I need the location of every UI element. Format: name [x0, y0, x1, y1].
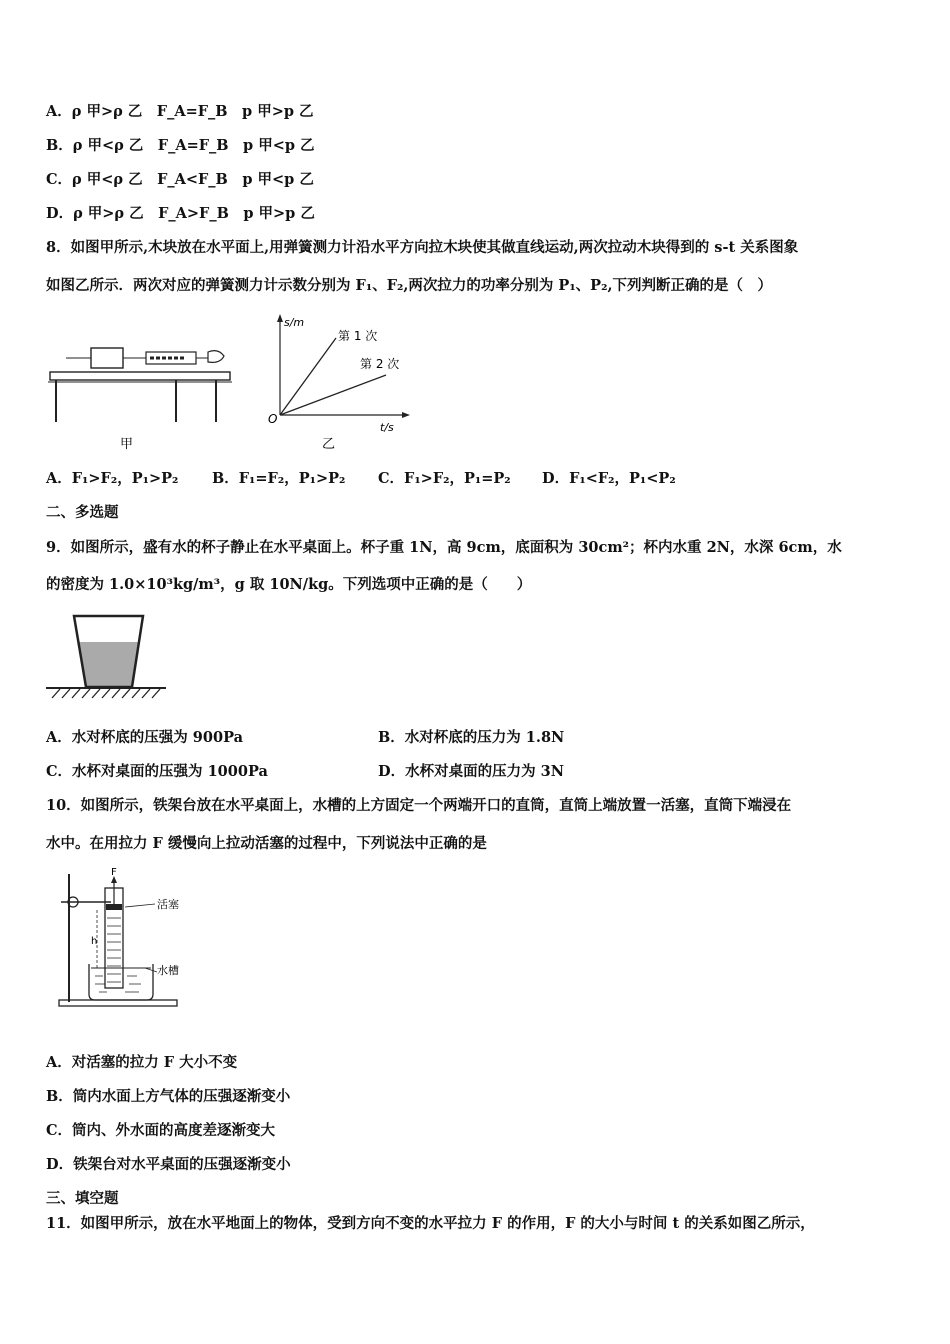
q8-label-first: 第 1 次	[338, 329, 378, 343]
q10-option-c: C．筒内、外水面的高度差逐渐变大	[46, 1122, 276, 1139]
q10-label-tank: 水槽	[157, 964, 179, 977]
q10-apparatus-figure	[55, 868, 205, 1013]
q8-axis-y: s/m	[284, 316, 305, 329]
q8-caption-jia: 甲	[120, 437, 134, 452]
q10-stem-line1: 10．如图所示，铁架台放在水平桌面上，水槽的上方固定一个两端开口的直筒，直筒上端放置一活塞，直筒下端浸在	[46, 797, 792, 814]
q10-option-a: A．对活塞的拉力 F 大小不变	[46, 1054, 238, 1071]
q9-option-c: C．水杯对桌面的压强为 1000Pa	[46, 763, 268, 780]
q10-label-h: h	[91, 936, 98, 947]
section-heading-fill: 三、填空题	[46, 1190, 119, 1207]
q8-stem-line2: 如图乙所示．两次对应的弹簧测力计示数分别为 F₁、F₂,两次拉力的功率分别为 P₁、P₂,下列判断正确的是（ ）	[46, 277, 772, 294]
q8-stem-line1: 8．如图甲所示,木块放在水平面上,用弹簧测力计沿水平方向拉木块使其做直线运动,两次拉动木块得到的 s-t 关系图象	[46, 239, 799, 256]
q10-label-piston: 活塞	[157, 898, 179, 911]
q9-option-d: D．水杯对桌面的压力为 3N	[378, 763, 564, 780]
q10-option-d: D．铁架台对水平桌面的压强逐渐变小	[46, 1156, 291, 1173]
q8-figure-yi	[258, 310, 418, 455]
q8-option-a: A．F₁>F₂，P₁>P₂	[46, 470, 179, 487]
q7-option-c: C．ρ 甲<ρ 乙 F_A<F_B p 甲<p 乙	[46, 171, 314, 188]
q8-option-d: D．F₁<F₂，P₁<P₂	[542, 470, 676, 487]
q10-stem-line2: 水中。在用拉力 F 缓慢向上拉动活塞的过程中，下列说法中正确的是	[46, 835, 487, 852]
q9-stem-line2: 的密度为 1.0×10³kg/m³，g 取 10N/kg。下列选项中正确的是（ ）	[46, 576, 532, 593]
q7-option-b: B．ρ 甲<ρ 乙 F_A=F_B p 甲<p 乙	[46, 137, 315, 154]
q8-caption-yi: 乙	[322, 437, 336, 452]
q10-option-b: B．筒内水面上方气体的压强逐渐变小	[46, 1088, 291, 1105]
q11-stem-line1: 11．如图甲所示，放在水平地面上的物体，受到方向不变的水平拉力 F 的作用，F 的大小与时间 t 的关系如图乙所示，	[46, 1215, 815, 1232]
q8-label-second: 第 2 次	[360, 357, 400, 371]
q9-stem-line1: 9．如图所示，盛有水的杯子静止在水平桌面上。杯子重 1N，高 9cm，底面积为 30cm²；杯内水重 2N，水深 6cm，水	[46, 539, 842, 556]
q8-option-b: B．F₁=F₂，P₁>P₂	[212, 470, 346, 487]
q8-figure-jia	[46, 330, 246, 455]
q7-option-d: D．ρ 甲>ρ 乙 F_A>F_B p 甲>p 乙	[46, 205, 315, 222]
q7-option-a: A．ρ 甲>ρ 乙 F_A=F_B p 甲>p 乙	[46, 103, 314, 120]
q8-option-c: C．F₁>F₂，P₁=P₂	[378, 470, 511, 487]
q9-option-a: A．水对杯底的压强为 900Pa	[46, 729, 243, 746]
q9-option-b: B．水对杯底的压力为 1.8N	[378, 729, 565, 746]
q8-origin: O	[268, 412, 278, 426]
q10-label-f: F	[111, 868, 117, 878]
section-heading-multi: 二、多选题	[46, 504, 119, 521]
q9-cup-figure	[46, 612, 170, 700]
q8-axis-x: t/s	[380, 421, 394, 434]
